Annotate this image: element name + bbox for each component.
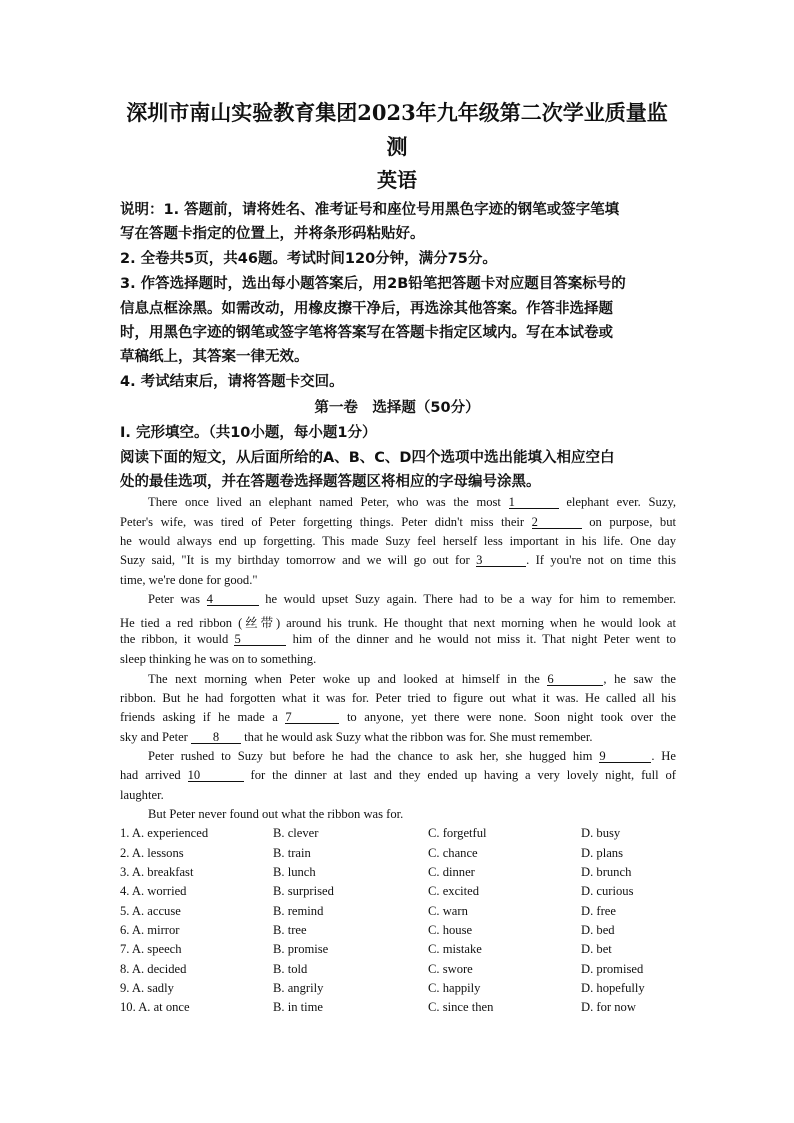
option-c: C. dinner [428,865,475,879]
instruction-line: 4. 考试结束后，请将答题卡交回。 [120,374,344,390]
blank-10: 10 [188,769,244,782]
option-d: D. bet [581,942,612,956]
instruction-line: 信息点框涂黑。如需改动，用橡皮擦干净后，再选涂其他答案。作答非选择题 [120,301,613,317]
subject-heading: 英语 [377,168,417,192]
direction-line: 处的最佳选项，并在答题卷选择题答题区将相应的字母编号涂黑。 [120,474,541,490]
direction-line: 阅读下面的短文，从后面所给的A、B、C、D四个选项中选出能填入相应空白 [120,450,615,466]
option-d: D. curious [581,884,634,898]
option-a: 8. A. decided [120,962,187,976]
exam-title-line1: 深圳市南山实验教育集团2023年九年级第二次学业质量监 [126,100,668,125]
instruction-line: 3. 作答选择题时，选出每小题答案后，用2B铅笔把答题卡对应题目答案标号的 [120,276,626,292]
passage-line: time, we're done for good." [120,573,258,587]
passage-line: sleep thinking he was on to something. [120,652,317,666]
passage-line: he would always end up forgetting. This made Suzy feel herself less important in his life. One day [120,534,676,548]
option-c: C. swore [428,962,473,976]
option-d: D. for now [581,1000,636,1014]
blank-7: 7 [285,711,339,724]
passage-line: But Peter never found out what the ribbon was for. [148,807,404,821]
option-b: B. surprised [273,884,334,898]
passage-line: ribbon. But he had forgotten what it was for. Peter tried to figure out what it was. He called all his [120,691,676,705]
option-c: C. chance [428,846,478,860]
passage-line: Peter's wife, was tired of Peter forgetting things. Peter didn't miss their 2 on purpose, but [120,515,676,529]
option-d: D. free [581,904,616,918]
option-d: D. bed [581,923,615,937]
passage-line: had arrived 10 for the dinner at last and they ended up having a very lovely night, full of [120,768,676,782]
option-a: 2. A. lessons [120,846,184,860]
passage-line: Suzy said, "It is my birthday tomorrow and we will go out for 3 . If you're not on time this [120,553,676,567]
passage-line: He tied a red ribbon (丝带) around his trunk. He thought that next morning when he would look at [120,616,676,630]
passage-line: The next morning when Peter woke up and looked at himself in the 6 , he saw the [148,672,676,686]
option-b: B. angrily [273,981,324,995]
instruction-line: 写在答题卡指定的位置上，并将条形码粘贴好。 [120,226,425,242]
option-c: C. mistake [428,942,482,956]
option-c: C. since then [428,1000,494,1014]
option-b: B. clever [273,826,319,840]
passage-line: Peter rushed to Suzy but before he had the chance to ask her, she hugged him 9 . He [148,749,676,763]
option-d: D. hopefully [581,981,645,995]
option-b: B. lunch [273,865,316,879]
blank-9: 9 [599,750,651,763]
passage-line: laughter. [120,788,164,802]
option-c: C. warn [428,904,468,918]
blank-3: 3 [476,554,526,567]
volume-heading: 第一卷 选择题（50分） [314,400,480,416]
option-c: C. happily [428,981,481,995]
option-a: 1. A. experienced [120,826,209,840]
option-b: B. promise [273,942,329,956]
passage-line: sky and Peter 8 that he would ask Suzy what the ribbon was for. She must remember. [120,730,593,744]
option-c: C. house [428,923,473,937]
option-a: 3. A. breakfast [120,865,194,879]
instruction-line: 草稿纸上，其答案一律无效。 [120,349,309,365]
option-b: B. train [273,846,311,860]
option-c: C. forgetful [428,826,487,840]
option-a: 7. A. speech [120,942,182,956]
option-a: 4. A. worried [120,884,187,898]
blank-2: 2 [532,516,582,529]
passage-line: friends asking if he made a 7 to anyone, yet there were none. Soon night took over the [120,710,676,724]
blank-1: 1 [509,496,559,509]
option-b: B. remind [273,904,324,918]
option-a: 9. A. sadly [120,981,174,995]
option-c: C. excited [428,884,480,898]
option-b: B. tree [273,923,307,937]
instruction-line: 时，用黑色字迹的钢笔或签字笔将答案写在答题卡指定区域内。写在本试卷或 [120,325,613,341]
blank-8: 8 [191,731,241,744]
passage-line: the ribbon, it would 5 him of the dinner and he would not miss it. That night Peter went to [120,632,676,646]
blank-5: 5 [234,633,286,646]
part-heading: Ⅰ. 完形填空。（共10小题，每小题1分） [120,425,377,441]
option-d: D. plans [581,846,623,860]
option-a: 5. A. accuse [120,904,181,918]
blank-6: 6 [547,673,603,686]
passage-line: There once lived an elephant named Peter, who was the most 1 elephant ever. Suzy, [148,495,676,509]
option-d: D. busy [581,826,621,840]
option-b: B. in time [273,1000,324,1014]
option-a: 6. A. mirror [120,923,180,937]
exam-title-line2: 测 [386,134,408,159]
instruction-line: 2. 全卷共5页，共46题。考试时间120分钟，满分75分。 [120,251,497,267]
blank-4: 4 [207,593,259,606]
option-d: D. brunch [581,865,632,879]
option-d: D. promised [581,962,644,976]
passage-line: Peter was 4 he would upset Suzy again. There had to be a way for him to remember. [148,592,676,606]
option-a: 10. A. at once [120,1000,190,1014]
instruction-line: 说明：1. 答题前，请将姓名、准考证号和座位号用黑色字迹的钢笔或签字笔填 [120,202,620,218]
option-b: B. told [273,962,308,976]
